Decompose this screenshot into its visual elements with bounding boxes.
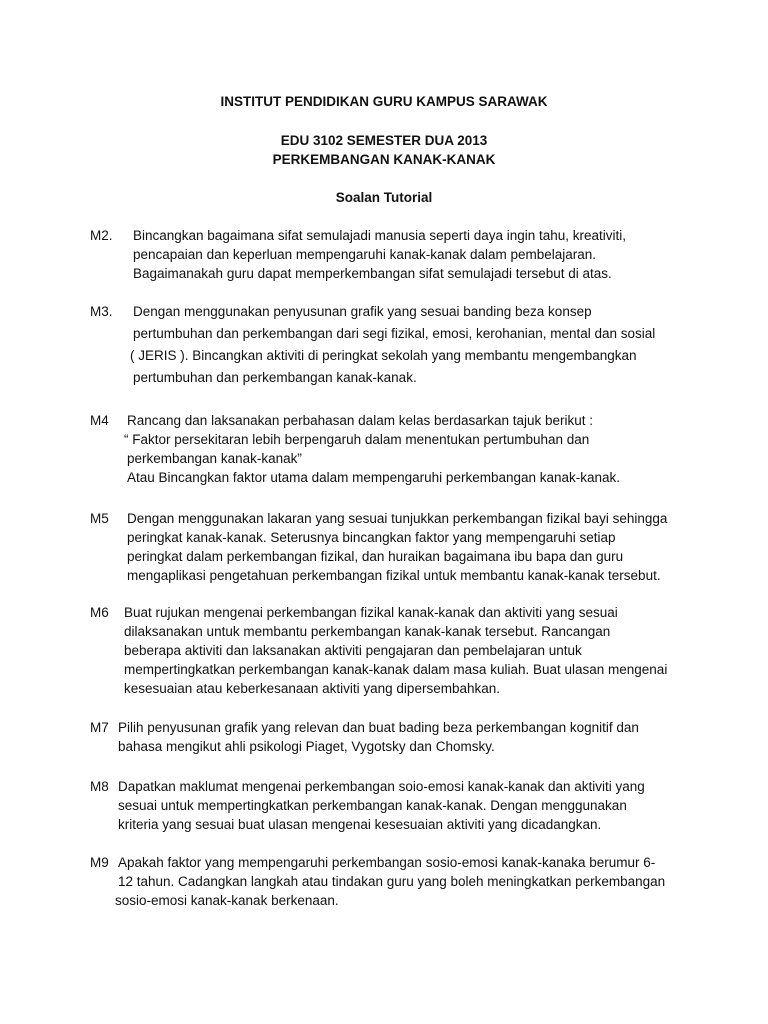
- section-title: Soalan Tutorial: [335, 190, 433, 205]
- question-line: mengaplikasi pengetahuan perkembangan fizikal untuk membantu kanak-kanak tersebut.: [127, 568, 661, 583]
- question-line: Apakah faktor yang mempengaruhi perkembangan sosio-emosi kanak-kanaka berumur 6-: [118, 855, 656, 870]
- question-number: M2.: [90, 228, 113, 243]
- question-line: Bagaimanakah guru dapat memperkembangan sifat semulajadi tersebut di atas.: [133, 266, 612, 281]
- question-line: bahasa mengikut ahli psikologi Piaget, Vygotsky dan Chomsky.: [118, 739, 495, 754]
- question-number: M7: [90, 720, 109, 735]
- question-line: Buat rujukan mengenai perkembangan fizikal kanak-kanak dan aktiviti yang sesuai: [124, 605, 618, 620]
- question-line: Dapatkan maklumat mengenai perkembangan soio-emosi kanak-kanak dan aktiviti yang: [118, 779, 645, 794]
- question-line: Bincangkan bagaimana sifat semulajadi manusia seperti daya ingin tahu, kreativiti,: [133, 228, 627, 243]
- question-number: M9: [90, 855, 109, 870]
- question-line: ( JERIS ). Bincangkan aktiviti di peringkat sekolah yang membantu mengembangkan: [130, 348, 637, 363]
- question-line: Rancang dan laksanakan perbahasan dalam kelas berdasarkan tajuk berikut :: [127, 413, 594, 428]
- question-number: M8: [90, 779, 109, 794]
- question-line: peringkat dalam perkembangan fizikal, dan huraikan bagaimana ibu bapa dan guru: [127, 549, 624, 564]
- question-line: pencapaian dan keperluan mempengaruhi kanak-kanak dalam pembelajaran.: [133, 247, 597, 262]
- question-line: perkembangan kanak-kanak”: [127, 451, 302, 466]
- question-number: M6: [90, 605, 109, 620]
- question-line: “ Faktor persekitaran lebih berpengaruh dalam menentukan pertumbuhan dan: [124, 432, 590, 447]
- question-number: M5: [90, 511, 109, 526]
- question-line: 12 tahun. Cadangkan langkah atau tindakan guru yang boleh meningkatkan perkembangan: [118, 874, 666, 889]
- course-code: EDU 3102 SEMESTER DUA 2013: [280, 133, 488, 148]
- question-line: beberapa aktiviti dan laksanakan aktiviti pengajaran dan pembelajaran untuk: [124, 643, 582, 658]
- question-line: Dengan menggunakan lakaran yang sesuai tunjukkan perkembangan fizikal bayi sehingga: [127, 511, 668, 526]
- question-line: sosio-emosi kanak-kanak berkenaan.: [115, 893, 339, 908]
- question-line: pertumbuhan dan perkembangan kanak-kanak.: [133, 370, 417, 385]
- question-line: sesuai untuk mempertingkatkan perkembangan kanak-kanak. Dengan menggunakan: [118, 798, 627, 813]
- question-line: Atau Bincangkan faktor utama dalam mempengaruhi perkembangan kanak-kanak.: [127, 470, 621, 485]
- question-number: M3.: [90, 304, 113, 319]
- question-line: peringkat kanak-kanak. Seterusnya bincangkan faktor yang mempengaruhi setiap: [127, 530, 616, 545]
- question-number: M4: [90, 413, 109, 428]
- subject-title: PERKEMBANGAN KANAK-KANAK: [272, 152, 496, 167]
- question-line: kesesuaian atau keberkesanaan aktiviti yang dipersembahkan.: [124, 681, 500, 696]
- question-line: Dengan menggunakan penyusunan grafik yang sesuai banding beza konsep: [133, 304, 592, 319]
- question-line: kriteria yang sesuai buat ulasan mengenai kesesuaian aktiviti yang dicadangkan.: [118, 817, 602, 832]
- question-line: pertumbuhan dan perkembangan dari segi fizikal, emosi, kerohanian, mental dan sosial: [133, 326, 656, 341]
- question-line: mempertingkatkan perkembangan kanak-kanak dalam masa kuliah. Buat ulasan mengenai: [124, 662, 668, 677]
- question-line: Pilih penyusunan grafik yang relevan dan buat bading beza perkembangan kognitif dan: [118, 720, 639, 735]
- question-line: dilaksanakan untuk membantu perkembangan kanak-kanak tersebut. Rancangan: [124, 624, 611, 639]
- institution-title: INSTITUT PENDIDIKAN GURU KAMPUS SARAWAK: [220, 94, 548, 109]
